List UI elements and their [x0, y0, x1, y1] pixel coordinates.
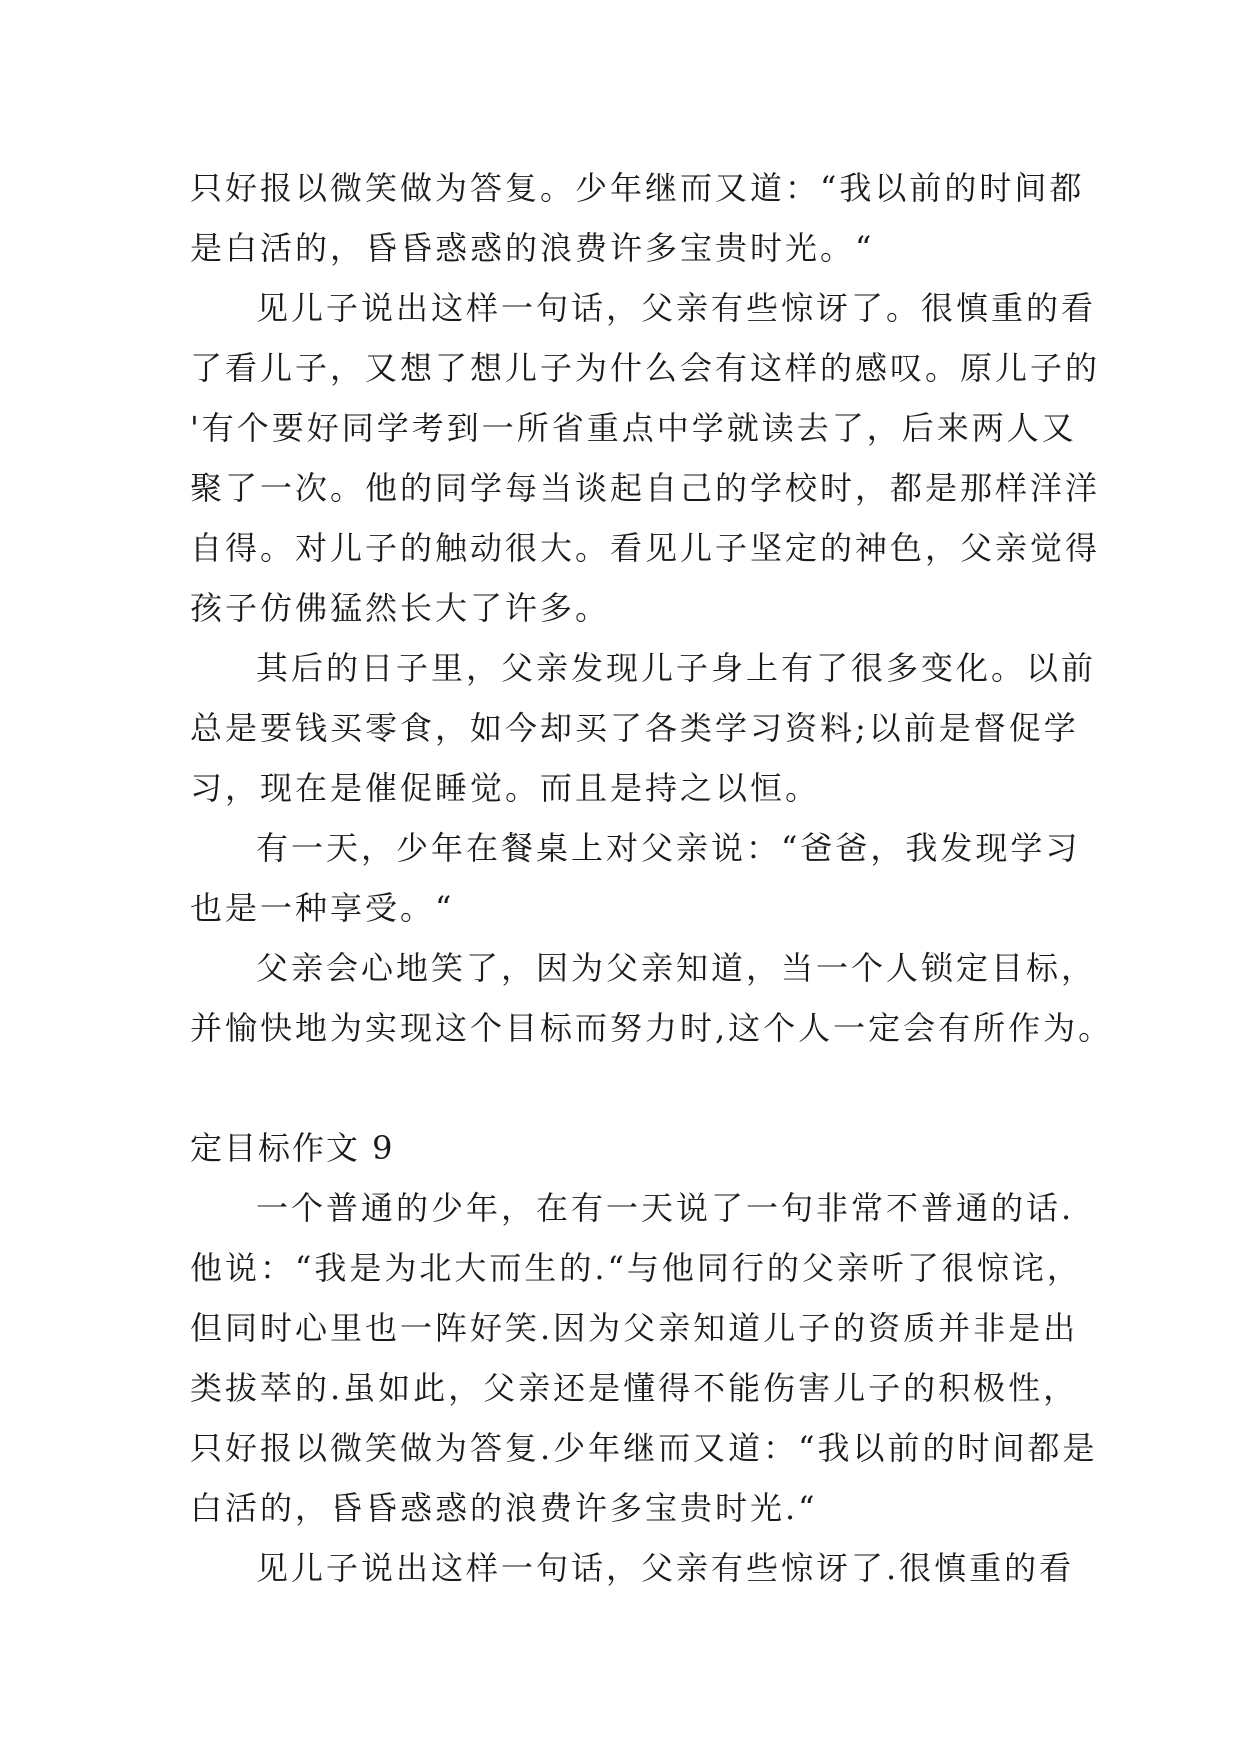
- text-line: 只好报以微笑做为答复.少年继而又道：“我以前的时间都是: [190, 1429, 1098, 1467]
- section-heading: 定目标作文 9: [190, 1129, 395, 1167]
- paragraph-start: 见儿子说出这样一句话，父亲有些惊讶了。很慎重的看: [256, 289, 1097, 327]
- text-line: 孩子仿佛猛然长大了许多。: [190, 589, 611, 627]
- text-line: 了看儿子，又想了想儿子为什么会有这样的感叹。原儿子的: [190, 349, 1101, 387]
- text-line: 总是要钱买零食，如今却买了各类学习资料;以前是督促学: [190, 709, 1079, 747]
- text-line: 是白活的，昏昏惑惑的浪费许多宝贵时光。“: [190, 229, 875, 267]
- text-line: 只好报以微笑做为答复。少年继而又道：“我以前的时间都: [190, 169, 1085, 207]
- text-line: 聚了一次。他的同学每当谈起自己的学校时，都是那样洋洋: [190, 469, 1101, 507]
- text-line: 他说：“我是为北大而生的.“与他同行的父亲听了很惊诧，: [190, 1249, 1082, 1287]
- text-line: 但同时心里也一阵好笑.因为父亲知道儿子的资质并非是出: [190, 1309, 1079, 1347]
- text-line: 也是一种享受。“: [190, 889, 455, 927]
- text-line: '有个要好同学考到一所省重点中学就读去了，后来两人又: [190, 409, 1077, 447]
- text-line: 类拔萃的.虽如此，父亲还是懂得不能伤害儿子的积极性，: [190, 1369, 1079, 1407]
- section-gap: [190, 1058, 1060, 1118]
- text-line: 并愉快地为实现这个目标而努力时,这个人一定会有所作为。: [190, 1009, 1114, 1047]
- paragraph-start: 一个普通的少年，在有一天说了一句非常不普通的话.: [256, 1189, 1075, 1227]
- text-line: 白活的，昏昏惑惑的浪费许多宝贵时光.“: [190, 1489, 818, 1527]
- text-line: 自得。对儿子的触动很大。看见儿子坚定的神色，父亲觉得: [190, 529, 1101, 567]
- paragraph-start: 父亲会心地笑了，因为父亲知道，当一个人锁定目标，: [256, 949, 1097, 987]
- paragraph-start: 有一天，少年在餐桌上对父亲说：“爸爸，我发现学习: [256, 829, 1081, 867]
- paragraph-start: 其后的日子里，父亲发现儿子身上有了很多变化。以前: [256, 649, 1097, 687]
- article-body: [190, 158, 1114, 1598]
- paragraph-start: 见儿子说出这样一句话，父亲有些惊讶了.很慎重的看: [256, 1549, 1075, 1587]
- text-line: 习，现在是催促睡觉。而且是持之以恒。: [190, 769, 821, 807]
